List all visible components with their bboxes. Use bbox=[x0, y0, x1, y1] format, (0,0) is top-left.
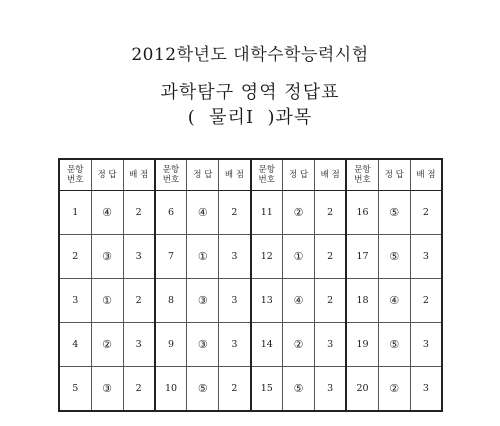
question-number-cell: 5 bbox=[59, 367, 91, 412]
answer-cell: ⑤ bbox=[283, 367, 315, 412]
header-question-number-line: 문항 bbox=[67, 165, 84, 175]
points-cell: 2 bbox=[410, 191, 442, 235]
answer-key-table bbox=[58, 158, 443, 412]
points-cell: 2 bbox=[315, 235, 347, 279]
header-question-number-line: 문항 bbox=[354, 165, 371, 175]
question-number-cell: 3 bbox=[59, 279, 91, 323]
question-number-cell: 20 bbox=[346, 367, 378, 412]
question-number-cell: 14 bbox=[251, 323, 283, 367]
answer-cell: ① bbox=[91, 279, 123, 323]
points-cell: 2 bbox=[315, 191, 347, 235]
points-cell: 3 bbox=[410, 367, 442, 412]
question-number-cell: 11 bbox=[251, 191, 283, 235]
question-number-cell: 13 bbox=[251, 279, 283, 323]
answer-cell: ④ bbox=[187, 191, 219, 235]
table-row bbox=[59, 279, 442, 323]
points-cell: 2 bbox=[410, 279, 442, 323]
header-answer: 정 답 bbox=[187, 159, 219, 191]
answer-cell: ④ bbox=[378, 279, 410, 323]
question-number-cell: 17 bbox=[346, 235, 378, 279]
points-cell: 2 bbox=[219, 191, 251, 235]
answer-cell: ④ bbox=[283, 279, 315, 323]
answer-key-title: 과학탐구 영역 정답표 bbox=[160, 82, 340, 103]
header-points: 배 점 bbox=[315, 159, 347, 191]
header-answer: 정 답 bbox=[378, 159, 410, 191]
question-number-cell: 18 bbox=[346, 279, 378, 323]
points-cell: 3 bbox=[315, 367, 347, 412]
question-number-cell: 6 bbox=[155, 191, 187, 235]
question-number-cell: 2 bbox=[59, 235, 91, 279]
table-row bbox=[59, 235, 442, 279]
header-question-number bbox=[346, 159, 378, 191]
header-answer: 정 답 bbox=[283, 159, 315, 191]
header-question-number-line: 문항 bbox=[162, 165, 180, 175]
header-question-number bbox=[155, 159, 187, 191]
table-row bbox=[59, 323, 442, 367]
table-header-row bbox=[59, 159, 442, 191]
answer-cell: ⑤ bbox=[378, 191, 410, 235]
answer-cell: ① bbox=[283, 235, 315, 279]
header-points: 배 점 bbox=[410, 159, 442, 191]
table-row bbox=[59, 367, 442, 412]
points-cell: 2 bbox=[123, 367, 155, 412]
header-points: 배 점 bbox=[219, 159, 251, 191]
answer-cell: ⑤ bbox=[378, 235, 410, 279]
header-question-number-line: 문항 bbox=[258, 165, 275, 175]
subject-line: ( 물리Ⅰ )과목 bbox=[187, 107, 313, 128]
header-question-number bbox=[59, 159, 91, 191]
points-cell: 3 bbox=[315, 323, 347, 367]
answer-cell: ③ bbox=[187, 279, 219, 323]
answer-cell: ④ bbox=[91, 191, 123, 235]
header-question-number-line: 번호 bbox=[354, 175, 371, 185]
question-number-cell: 8 bbox=[155, 279, 187, 323]
points-cell: 3 bbox=[123, 323, 155, 367]
points-cell: 3 bbox=[410, 235, 442, 279]
answer-cell: ③ bbox=[91, 235, 123, 279]
table-row bbox=[59, 191, 442, 235]
answer-cell: ② bbox=[378, 367, 410, 412]
answer-cell: ① bbox=[187, 235, 219, 279]
points-cell: 2 bbox=[123, 191, 155, 235]
points-cell: 3 bbox=[123, 235, 155, 279]
points-cell: 2 bbox=[315, 279, 347, 323]
answer-cell: ⑤ bbox=[187, 367, 219, 412]
question-number-cell: 4 bbox=[59, 323, 91, 367]
header-answer: 정 답 bbox=[91, 159, 123, 191]
exam-title: 2012학년도 대학수학능력시험 bbox=[131, 45, 369, 65]
header-question-number bbox=[251, 159, 283, 191]
points-cell: 3 bbox=[219, 235, 251, 279]
question-number-cell: 9 bbox=[155, 323, 187, 367]
question-number-cell: 10 bbox=[155, 367, 187, 412]
points-cell: 2 bbox=[123, 279, 155, 323]
question-number-cell: 1 bbox=[59, 191, 91, 235]
header-question-number-line: 번호 bbox=[162, 175, 180, 185]
answer-cell: ③ bbox=[91, 367, 123, 412]
answer-cell: ⑤ bbox=[378, 323, 410, 367]
header-points: 배 점 bbox=[123, 159, 155, 191]
points-cell: 3 bbox=[219, 279, 251, 323]
answer-cell: ② bbox=[91, 323, 123, 367]
points-cell: 3 bbox=[219, 323, 251, 367]
header-question-number-line: 번호 bbox=[67, 175, 84, 185]
table-body bbox=[59, 191, 442, 412]
answer-cell: ③ bbox=[187, 323, 219, 367]
answer-cell: ② bbox=[283, 191, 315, 235]
points-cell: 3 bbox=[410, 323, 442, 367]
header-question-number-line: 번호 bbox=[258, 175, 275, 185]
question-number-cell: 16 bbox=[346, 191, 378, 235]
question-number-cell: 12 bbox=[251, 235, 283, 279]
question-number-cell: 19 bbox=[346, 323, 378, 367]
points-cell: 2 bbox=[219, 367, 251, 412]
question-number-cell: 15 bbox=[251, 367, 283, 412]
question-number-cell: 7 bbox=[155, 235, 187, 279]
answer-cell: ② bbox=[283, 323, 315, 367]
